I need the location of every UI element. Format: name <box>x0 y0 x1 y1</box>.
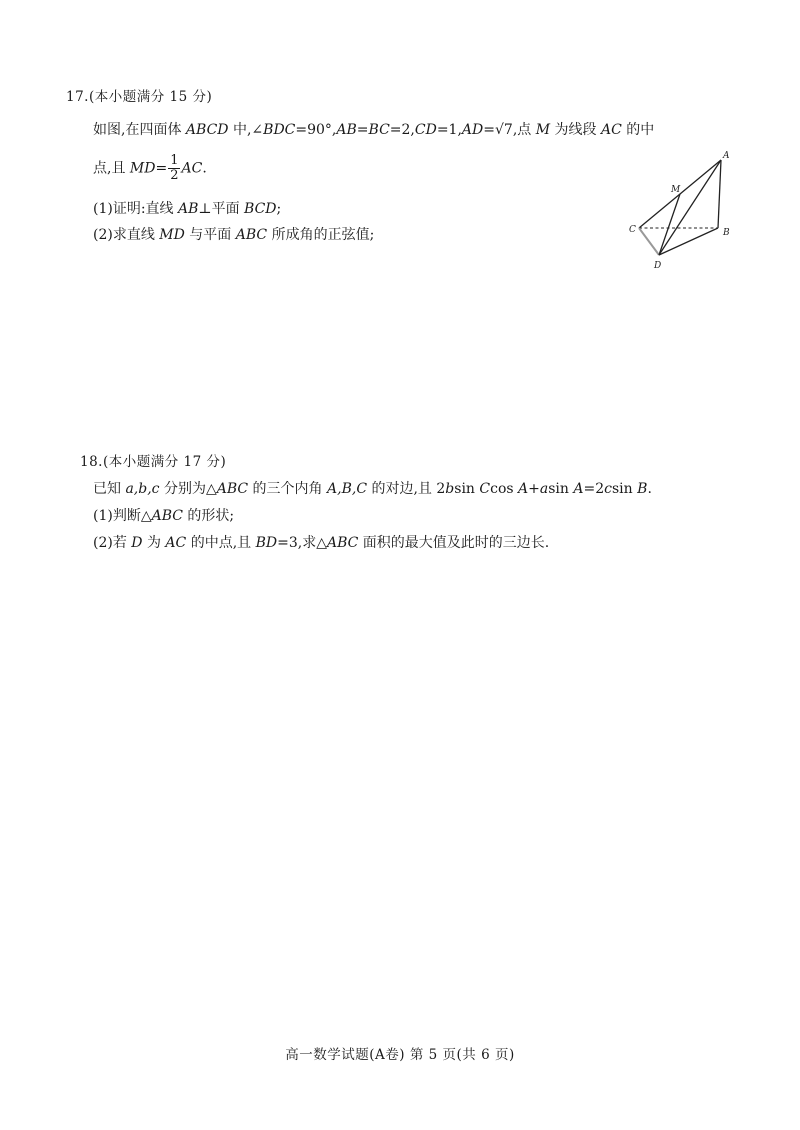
problem-17-question-2: (2)求直线 MD 与平面 ABC 所成角的正弦值; <box>93 227 375 243</box>
tetrahedron-diagram <box>625 150 745 275</box>
page-footer-text: 高一数学试题(A卷) 第 5 页(共 6 页) <box>285 1047 515 1063</box>
label-M: M <box>671 185 681 195</box>
label-A: A <box>723 151 730 161</box>
problem-18-question-2: (2)若 D 为 AC 的中点,且 BD=3,求△ABC 面积的最大值及此时的三边长. <box>93 535 550 551</box>
problem-17-header <box>66 88 212 106</box>
page-footer <box>0 1043 800 1063</box>
problem-18-statement-line-1: 已知 a,b,c 分别为△ABC 的三个内角 A,B,C 的对边,且 2bsin Ccos A+asin A=2csin B. <box>93 481 652 497</box>
problem-17-statement-line-1: 如图,在四面体 ABCD 中,∠BDC=90°,AB=BC=2,CD=1,AD=√7,点 M 为线段 AC 的中 <box>93 122 655 138</box>
problem-17-header-text: 17.(本小题满分 15 分) <box>66 89 213 105</box>
problem-18-question-1: (1)判断△ABC 的形状; <box>93 508 235 524</box>
problem-18-header-text: 18.(本小题满分 17 分) <box>80 454 227 470</box>
fraction-one-half: $\frac{1}{2}$ <box>170 153 179 183</box>
tetrahedron-figure <box>625 150 745 275</box>
problem-17-statement-line-2: 点,且 MD= $\frac{1}{2}$ AC. <box>93 153 207 183</box>
problem-17-question-1: (1)证明:直线 AB⊥平面 BCD; <box>93 201 282 217</box>
label-D: D <box>654 261 662 271</box>
edge-AB <box>718 160 721 228</box>
label-C: C <box>629 225 636 235</box>
problem-18-header <box>80 453 226 471</box>
edge-CD <box>639 228 659 255</box>
label-B: B <box>723 228 730 238</box>
